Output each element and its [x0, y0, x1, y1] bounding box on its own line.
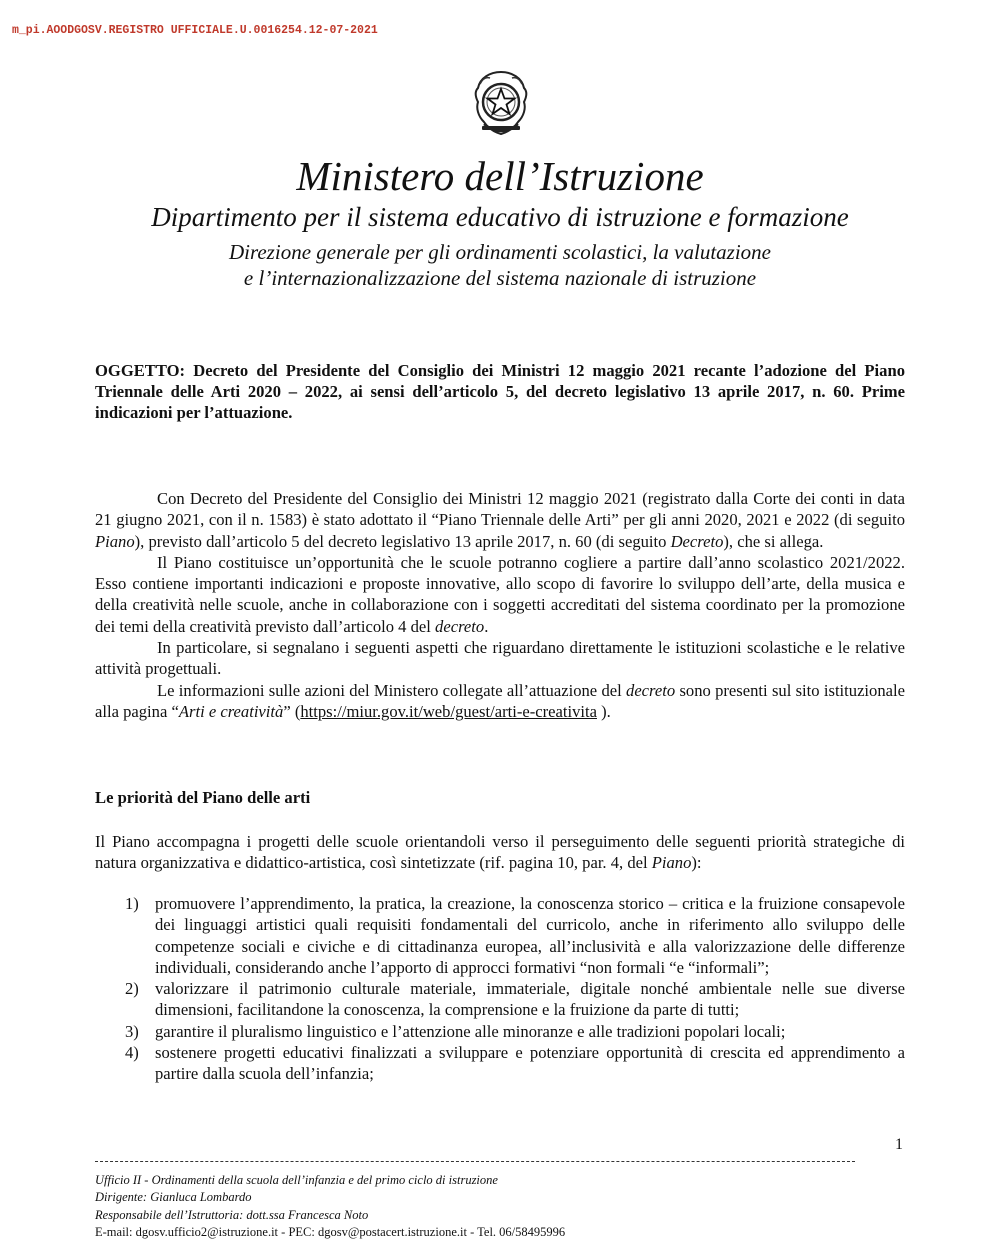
priority-item: 2) valorizzare il patrimonio culturale materiale, immateriale, digitale nonché ambientale nelle sue diverse dimensioni, facilitandone la conoscenza, la comprensione e la fruizione da parte di tutti;	[125, 979, 905, 1020]
priority-item: 4) sostenere progetti educativi finalizzati a sviluppare e potenziare opportunità di crescita ed apprendimento a partire dalla scuola dell’infanzia;	[125, 1043, 905, 1084]
department-title: Dipartimento per il sistema educativo di istruzione e formazione	[151, 202, 849, 232]
section-intro: Il Piano accompagna i progetti delle scuole orientandoli verso il perseguimento delle seguenti priorità strategiche di natura organizzativa e didattico-artistica, così sintetizzate (rif. pagina 10, par. 4, del Piano):	[95, 832, 905, 872]
priorities-list	[95, 893, 905, 1085]
body-paragraph-3: In particolare, si segnalano i seguenti aspetti che riguardano direttamente le istituzioni scolastiche e le relative attività progettuali.	[95, 638, 905, 679]
arti-creativita-link[interactable]: https://miur.gov.it/web/guest/arti-e-creativita	[300, 701, 597, 721]
page-number: 1	[895, 1136, 903, 1153]
footer-responsible: Responsabile dell’Istruttoria: dott.ssa Francesca Noto	[95, 1207, 369, 1222]
footer-office: Ufficio II - Ordinamenti della scuola dell’infanzia e del primo ciclo di istruzione	[95, 1173, 498, 1187]
direction-line-2: e l’internazionalizzazione del sistema nazionale di istruzione	[243, 266, 757, 290]
footer-director: Dirigente: Gianluca Lombardo	[95, 1190, 252, 1205]
footer	[95, 1172, 565, 1241]
body-paragraph-1: Con Decreto del Presidente del Consiglio dei Ministri 12 maggio 2021 (registrato dalla Corte dei conti in data 21 giugno 2021, con il n. 1583) è stato adottato il “Piano Triennale delle Arti” per gli anni 2020, 2021 e 2022 (di seguito Piano), previsto dall’articolo 5 del decreto legislativo 13 aprile 2017, n. 60 (di seguito Decreto), che si allega.	[95, 489, 905, 551]
footer-separator	[95, 1161, 855, 1162]
priority-item: 3) garantire il pluralismo linguistico e l’attenzione alle minoranze e alle tradizioni popolari locali;	[125, 1021, 786, 1041]
body-paragraph-4: Le informazioni sulle azioni del Ministero collegate all’attuazione del decreto sono presenti sul sito istituzionale alla pagina “Arti e creatività” (https://miur.gov.it/web/guest/arti-e-creativita ).	[95, 680, 905, 721]
email-link[interactable]: dgosv.ufficio2@istruzione.it	[135, 1224, 279, 1239]
italian-republic-emblem-icon	[470, 68, 532, 140]
body-paragraph-2: Il Piano costituisce un’opportunità che le scuole potranno cogliere a partire dall’anno scolastico 2021/2022. Esso contiene importanti indicazioni e proposte innovative, allo scopo di favorire lo sviluppo dell’arte, della musica e della creatività nelle scuole, anche in collaborazione con i soggetti accreditati del sistema coordinato per la promozione dei temi della creatività previsto dall’articolo 4 del decreto.	[95, 552, 905, 636]
protocol-stamp: m_pi.AOODGOSV.REGISTRO UFFICIALE.U.0016254.12-07-2021	[12, 24, 378, 37]
ministry-title: Ministero dell’Istruzione	[296, 153, 704, 199]
letter-body	[95, 488, 905, 722]
subject-paragraph: OGGETTO: Decreto del Presidente del Consiglio dei Ministri 12 maggio 2021 recante l’adozione del Piano Triennale delle Arti 2020 – 2022, ai sensi dell’articolo 5, del decreto legislativo 13 aprile 2017, n. 60. Prime indicazioni per l’attuazione.	[95, 361, 905, 422]
priority-item: 1) promuovere l’apprendimento, la pratica, la creazione, la conoscenza storico – critica e la fruizione consapevole dei linguaggi artistici quali requisiti fondamentali del curricolo, anche in riferimento allo sviluppo delle competenze sociali e civiche e di cittadinanza europea, all’inclusività e alla valorizzazione delle differenze individuali, considerando anche l’apporto di approcci formativi “non formali “e “informali”;	[125, 894, 905, 977]
footer-contacts: E-mail: dgosv.ufficio2@istruzione.it - PEC: dgosv@postacert.istruzione.it - Tel. 06/58495996	[95, 1224, 566, 1239]
pec-link[interactable]: dgosv@postacert.istruzione.it	[317, 1224, 467, 1239]
section-title: Le priorità del Piano delle arti	[95, 788, 311, 807]
direction-line-1: Direzione generale per gli ordinamenti scolastici, la valutazione	[228, 240, 772, 264]
